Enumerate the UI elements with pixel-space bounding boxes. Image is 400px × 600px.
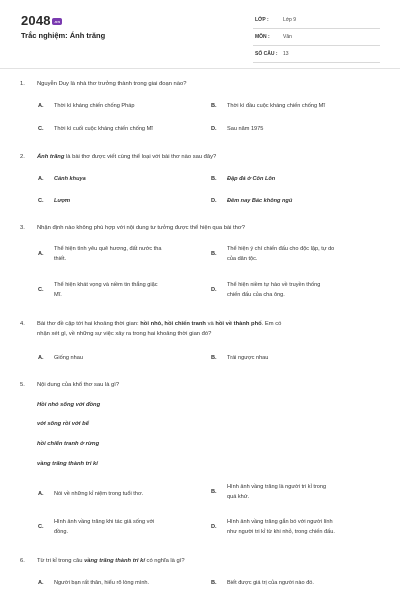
option-c[interactable] bbox=[38, 125, 203, 134]
question-text-emphasis: vầng trăng thành tri kỉ bbox=[84, 558, 145, 564]
poem-line: với sông rồi với bể bbox=[37, 421, 89, 427]
option-text-line: đồng. bbox=[54, 529, 68, 535]
question-number: 5. bbox=[20, 382, 25, 388]
option-a[interactable] bbox=[38, 245, 203, 265]
option-text-line: quá khứ. bbox=[227, 494, 250, 500]
logo-sub: .vn bbox=[53, 19, 61, 24]
option-text-line: thiết. bbox=[54, 256, 67, 262]
option-a[interactable] bbox=[38, 354, 188, 363]
meta-label: SỐ CÂU : bbox=[255, 51, 278, 57]
option-letter: D. bbox=[211, 287, 217, 293]
question-text bbox=[37, 557, 382, 566]
meta-row-subject bbox=[253, 31, 380, 46]
question-3 bbox=[20, 224, 382, 233]
option-text: Thời kì kháng chiến chống Pháp bbox=[54, 103, 135, 109]
option-b[interactable] bbox=[211, 245, 386, 265]
option-letter: D. bbox=[211, 126, 217, 132]
question-2 bbox=[20, 153, 382, 162]
question-text-line2: nhận xét gì, về những sự việc xảy ra trong hai khoảng thời gian đó? bbox=[37, 331, 212, 337]
option-text: Sau năm 1975 bbox=[227, 126, 264, 132]
question-number: 4. bbox=[20, 321, 25, 327]
option-c[interactable] bbox=[38, 281, 203, 301]
option-b[interactable] bbox=[211, 354, 361, 363]
option-text: Thời kì đầu cuộc kháng chiến chống Mĩ bbox=[227, 103, 325, 109]
meta-value: Lớp 9 bbox=[283, 17, 297, 23]
question-text bbox=[37, 153, 382, 162]
option-b[interactable] bbox=[211, 579, 381, 588]
option-text-line: Thể hiện niềm tự hào về truyền thống bbox=[227, 282, 321, 288]
option-text: Đêm nay Bác không ngủ bbox=[227, 198, 293, 204]
option-letter: B. bbox=[211, 251, 217, 257]
poem-line: vầng trăng thành tri kỉ bbox=[37, 461, 98, 467]
option-text-line: Mĩ. bbox=[54, 292, 62, 298]
poem-line: Hồi nhỏ sống với đồng bbox=[37, 402, 101, 408]
quiz-meta bbox=[253, 14, 380, 65]
option-c[interactable] bbox=[38, 518, 203, 538]
question-text: Nội dung của khổ thơ sau là gì? bbox=[37, 382, 120, 388]
option-a[interactable] bbox=[38, 579, 203, 588]
option-text-line: Hình ảnh vầng trăng gắn bó với người lính bbox=[227, 519, 333, 525]
option-text-line: của dân tộc. bbox=[227, 256, 258, 262]
question-text-part: Từ tri kỉ trong câu bbox=[37, 558, 85, 564]
question-text-part: Bài thơ đề cập tới hai khoảng thời gian: bbox=[37, 321, 141, 327]
header-divider bbox=[0, 68, 400, 69]
meta-row-count bbox=[253, 48, 380, 63]
option-letter: A. bbox=[38, 355, 44, 361]
option-letter: B. bbox=[211, 489, 217, 495]
question-text: Nguyễn Duy là nhà thơ trưởng thành trong giai đoạn nào? bbox=[37, 81, 187, 87]
question-6 bbox=[20, 557, 382, 566]
question-text-part: có nghĩa là gì? bbox=[144, 558, 185, 564]
meta-row-class bbox=[253, 14, 380, 29]
option-text: Giống nhau bbox=[54, 355, 83, 361]
question-4 bbox=[20, 320, 382, 339]
meta-value: 13 bbox=[283, 51, 289, 57]
option-c[interactable] bbox=[38, 197, 198, 206]
option-letter: B. bbox=[211, 355, 217, 361]
option-letter: C. bbox=[38, 524, 44, 530]
question-number: 6. bbox=[20, 558, 25, 564]
option-letter: B. bbox=[211, 176, 217, 182]
option-letter: A. bbox=[38, 580, 44, 586]
option-a[interactable] bbox=[38, 175, 198, 184]
option-text: Thời kì cuối cuộc kháng chiến chống Mĩ bbox=[54, 126, 153, 132]
option-letter: A. bbox=[38, 176, 44, 182]
option-letter: C. bbox=[38, 198, 44, 204]
option-a[interactable] bbox=[38, 490, 203, 499]
option-letter: A. bbox=[38, 103, 44, 109]
option-text: Người bạn rất thân, hiểu rõ lòng mình. bbox=[54, 580, 150, 586]
question-number: 1. bbox=[20, 81, 25, 87]
option-letter: C. bbox=[38, 126, 44, 132]
header bbox=[0, 0, 400, 62]
site-logo[interactable] bbox=[21, 13, 62, 28]
option-letter: D. bbox=[211, 524, 217, 530]
option-text-line: Nói về những kỉ niệm trong tuổi thơ. bbox=[54, 491, 144, 497]
poem-line: hồi chiến tranh ở rừng bbox=[37, 441, 100, 447]
option-d[interactable] bbox=[211, 197, 381, 206]
meta-value: Văn bbox=[283, 34, 292, 40]
question-text-part: và bbox=[205, 321, 216, 327]
question-text: Nhận định nào không phù hợp với nội dung tư tưởng được thể hiện qua bài thơ? bbox=[37, 225, 245, 231]
option-text-line: chiến đấu của cha ông. bbox=[227, 292, 285, 298]
option-a[interactable] bbox=[38, 102, 198, 111]
poem-title-emphasis: Ánh trăng bbox=[37, 154, 65, 160]
option-text: Biết được giá trị của người nào đó. bbox=[227, 580, 314, 586]
option-text-line: Thể hiện khát vọng và niềm tin thắng giặc bbox=[54, 282, 158, 288]
page-title: Trắc nghiệm: Ánh trăng bbox=[21, 31, 106, 40]
question-text bbox=[37, 320, 382, 329]
question-number: 3. bbox=[20, 225, 25, 231]
question-text-bold: hồi nhỏ, hồi chiến tranh bbox=[140, 321, 206, 327]
option-d[interactable] bbox=[211, 125, 361, 134]
option-text: Đập đá ở Côn Lôn bbox=[227, 176, 276, 182]
question-text-rest: là bài thơ được viết cùng thể loại với bài thơ nào sau đây? bbox=[64, 154, 217, 160]
option-letter: D. bbox=[211, 198, 217, 204]
option-d[interactable] bbox=[211, 518, 391, 538]
option-text-line: Hình ảnh vầng trăng khi tác giả sống với bbox=[54, 519, 155, 525]
option-text-line: Thể hiện tình yêu quê hương, đất nước tha bbox=[54, 246, 162, 252]
option-letter: A. bbox=[38, 251, 44, 257]
question-1 bbox=[20, 80, 382, 89]
option-text: Lượm bbox=[54, 198, 71, 204]
option-text-line: Thể hiện ý chí chiến đấu cho độc lập, tự do bbox=[227, 246, 335, 252]
option-letter: B. bbox=[211, 580, 217, 586]
option-d[interactable] bbox=[211, 281, 386, 301]
option-text-line: như người tri kỉ từ khi nhỏ, trong chiến đấu. bbox=[227, 529, 335, 535]
logo-main: 2048 bbox=[21, 13, 51, 28]
question-text-part: . Em có bbox=[261, 321, 282, 327]
question-5 bbox=[20, 381, 382, 390]
question-number: 2. bbox=[20, 154, 25, 160]
option-b[interactable] bbox=[211, 483, 386, 503]
option-letter: B. bbox=[211, 103, 217, 109]
option-letter: C. bbox=[38, 287, 44, 293]
question-text-bold: hồi về thành phố bbox=[215, 321, 262, 327]
option-b[interactable] bbox=[211, 102, 386, 111]
option-letter: A. bbox=[38, 491, 44, 497]
meta-label: LỚP : bbox=[255, 17, 269, 23]
option-b[interactable] bbox=[211, 175, 381, 184]
meta-label: MÔN : bbox=[255, 34, 270, 40]
option-text: Trái ngược nhau bbox=[227, 355, 269, 361]
option-text-line: Hình ảnh vầng trăng là người tri kỉ trong bbox=[227, 484, 327, 490]
option-text: Cảnh khuya bbox=[54, 176, 86, 182]
